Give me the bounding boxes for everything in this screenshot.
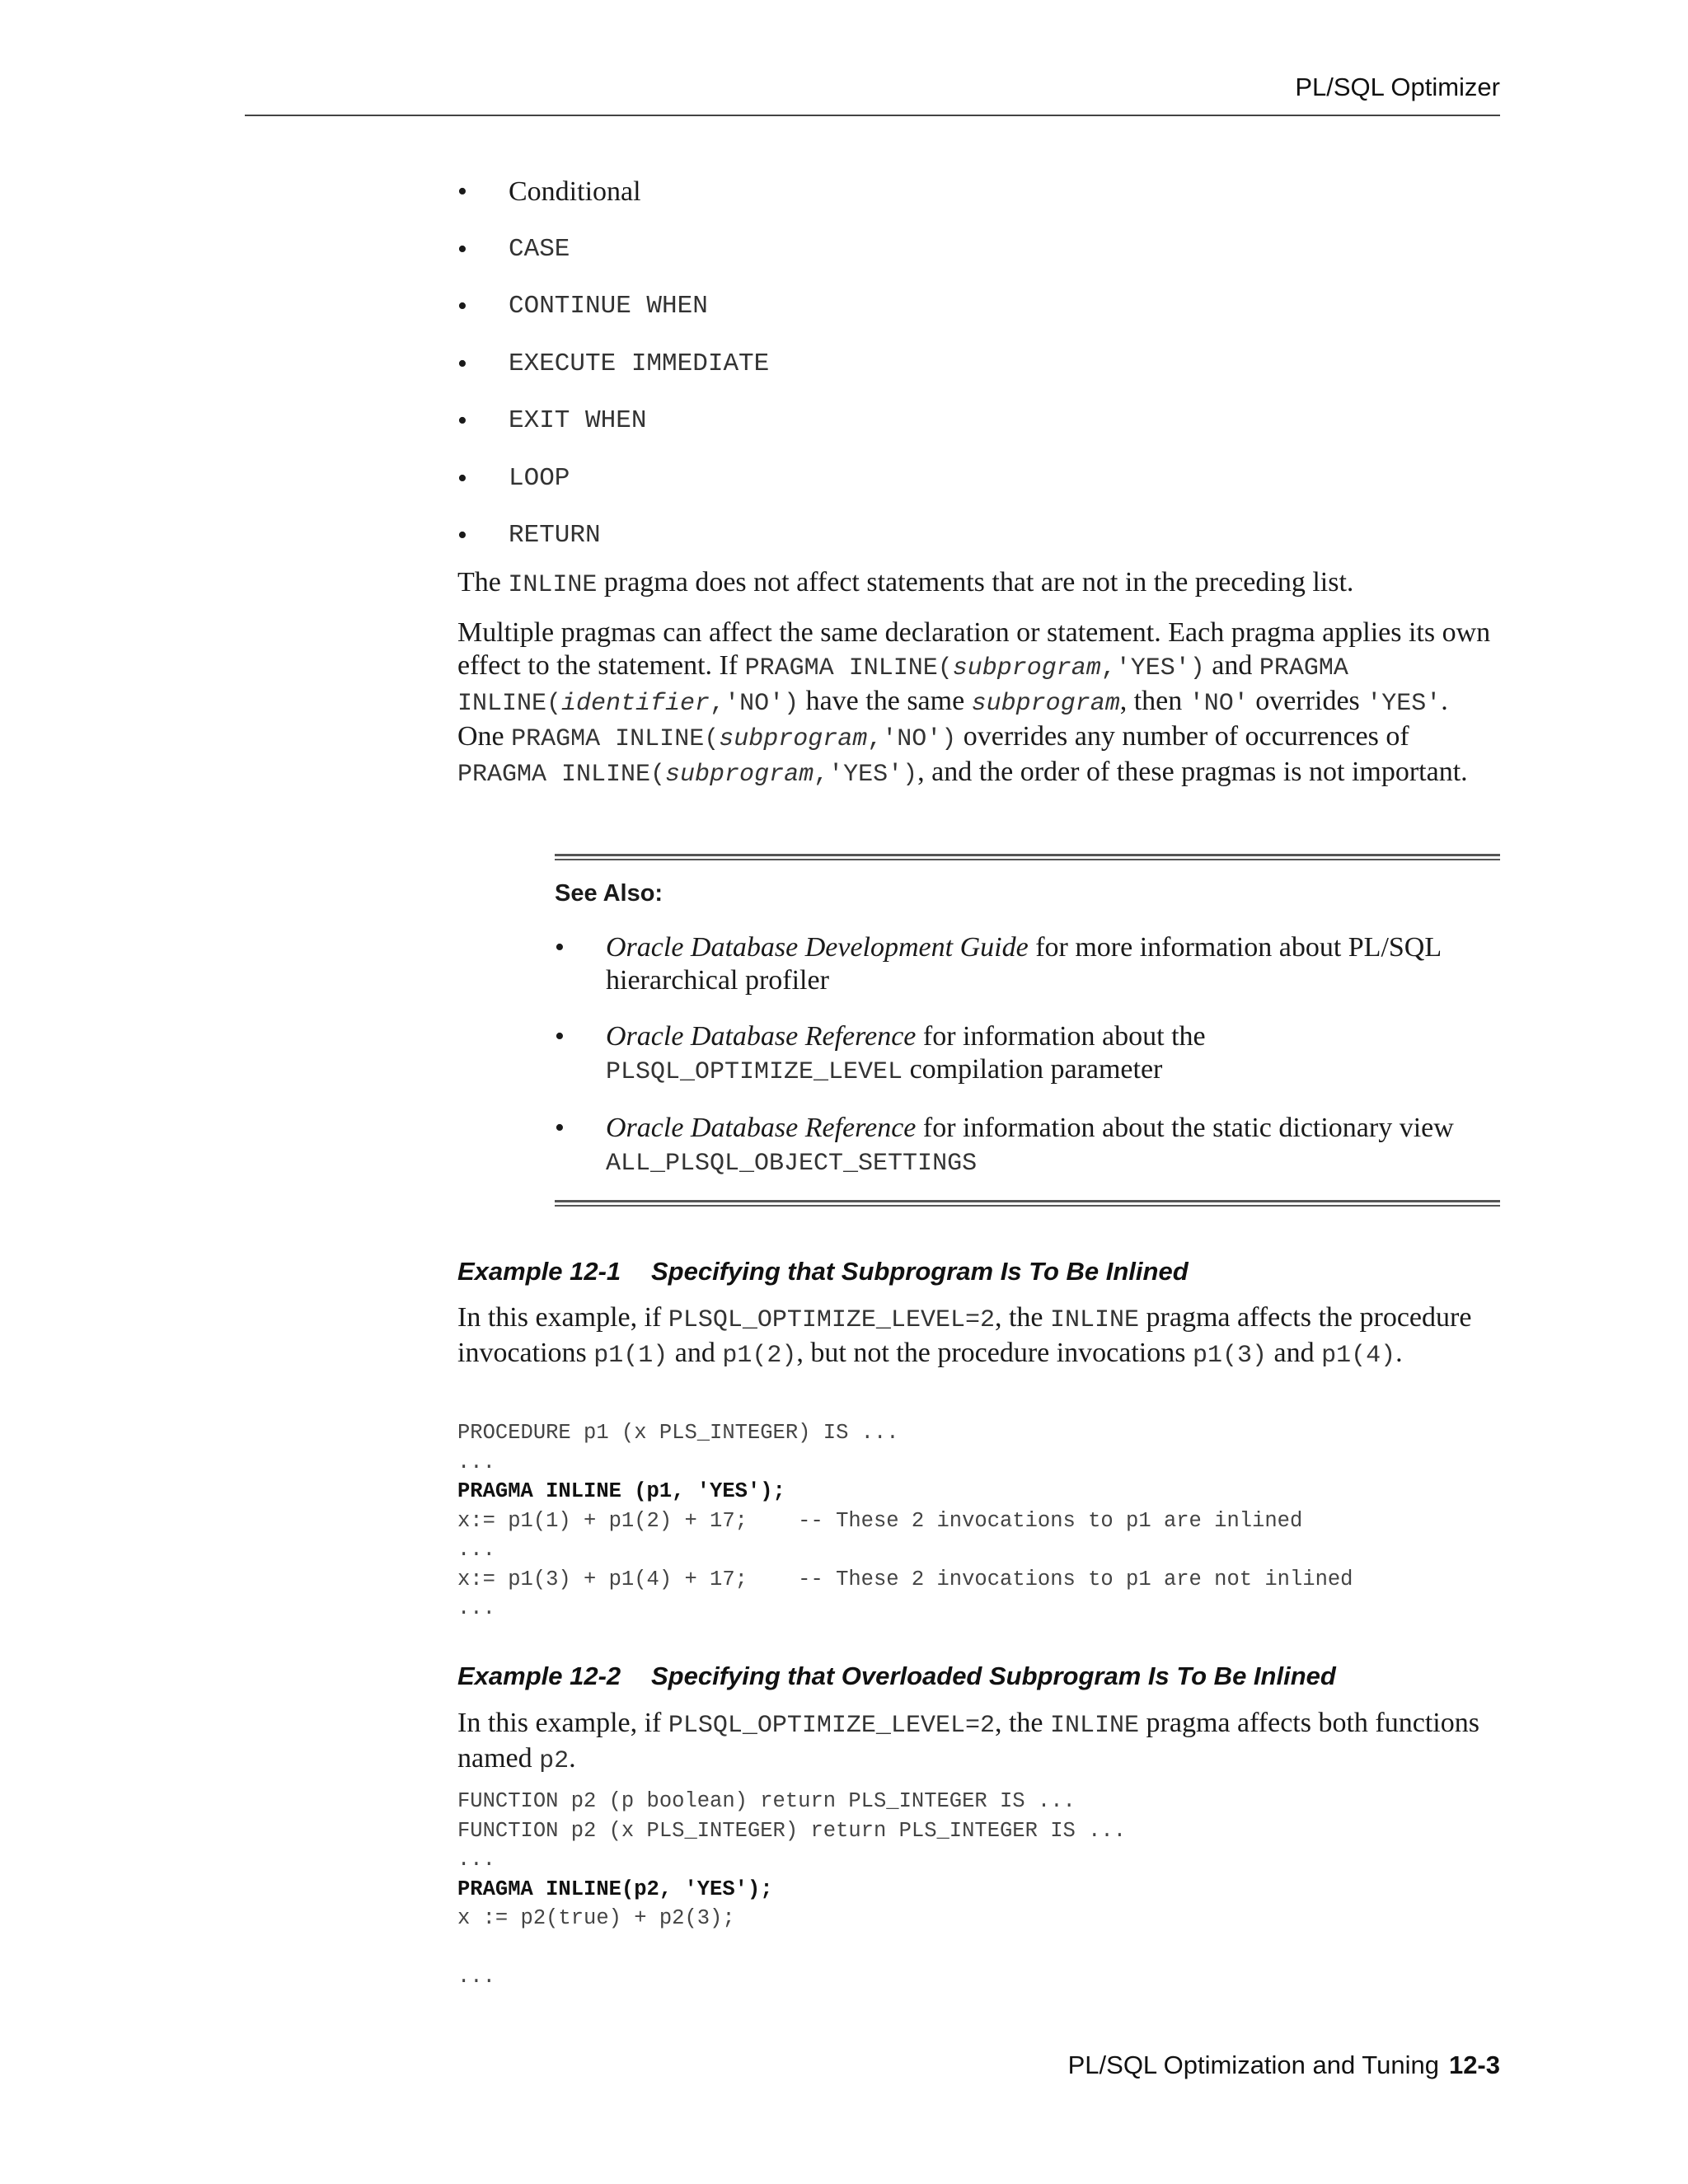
doc-link[interactable]: Oracle Database Reference: [606, 1021, 917, 1052]
code-line: x:= p1(1) + p1(2) + 17; -- These 2 invocations to p1 are inlined: [457, 1508, 1303, 1533]
example-1-description: In this example, if PLSQL_OPTIMIZE_LEVEL=2, the INLINE pragma affects the procedure invocations p1(1) and p1(2), but not the procedure invocations p1(3) and p1(4).: [457, 1302, 1472, 1370]
code-line: PROCEDURE p1 (x PLS_INTEGER) IS ...: [457, 1421, 899, 1445]
bullet-icon: •: [457, 233, 467, 265]
bullet-icon: •: [457, 176, 467, 207]
bullet-icon: •: [457, 520, 467, 551]
see-also-item: • Oracle Database Development Guide for more information about PL/SQL hierarchical profiler: [555, 932, 1441, 996]
example-1-title: Example 12-1 Specifying that Subprogram Is To Be Inlined: [457, 1257, 1189, 1286]
see-also-item: • Oracle Database Reference for information about the static dictionary view ALL_PLSQL_OBJECT_SETTINGS: [555, 1113, 1454, 1178]
see-also-item: • Oracle Database Reference for information about the PLSQL_OPTIMIZE_LEVEL compilation parameter: [555, 1021, 1206, 1086]
code-line: PRAGMA INLINE (p1, 'YES');: [457, 1479, 785, 1503]
bullet-icon: •: [457, 462, 467, 494]
multiple-pragmas-paragraph: Multiple pragmas can affect the same declaration or statement. Each pragma applies its own effect to the statement. If PRAGMA INLINE(subprogram,'YES') and PRAGMA INLINE(identifier,'NO') have the same subprogram, then 'NO' overrides 'YES'. One PRAGMA INLINE(subprogram,'NO') overrides any number of occurrences of PRAGMA INLINE(subprogram,'YES'), and the order of these pragmas is not important.: [457, 617, 1491, 789]
main-content: [457, 173, 1500, 791]
bullet-icon: •: [457, 348, 467, 379]
page-number: 12-3: [1448, 2050, 1500, 2079]
bullet-icon: •: [555, 932, 565, 963]
see-also-top-rule: [555, 854, 1500, 860]
page-footer: [989, 2050, 1500, 2080]
code-line: ...: [457, 1965, 495, 1989]
bullet-icon: •: [555, 1113, 565, 1143]
list-item: • LOOP: [457, 460, 1500, 518]
statement-list: [457, 173, 1500, 566]
code-line: x := p2(true) + p2(3);: [457, 1906, 735, 1930]
example-1-code: [457, 1418, 1353, 1624]
see-also-bottom-rule: [555, 1200, 1500, 1207]
bullet-icon: •: [457, 291, 467, 321]
doc-link[interactable]: Oracle Database Reference: [606, 1113, 917, 1143]
footer-chapter: PL/SQL Optimization and Tuning: [1067, 2050, 1439, 2079]
code-line: FUNCTION p2 (p boolean) return PLS_INTEGER IS ...: [457, 1789, 1076, 1813]
see-also-list: [555, 931, 1500, 1180]
bullet-icon: •: [457, 405, 467, 436]
example-2-code: [457, 1787, 1126, 1992]
list-item: • CASE: [457, 231, 1500, 288]
inline-scope-paragraph: The INLINE pragma does not affect statements that are not in the preceding list.: [457, 567, 1354, 599]
list-item: • CONTINUE WHEN: [457, 288, 1500, 345]
list-item: • EXECUTE IMMEDIATE: [457, 345, 1500, 403]
example-2-title: Example 12-2 Specifying that Overloaded Subprogram Is To Be Inlined: [457, 1661, 1336, 1690]
list-item: • Conditional: [457, 173, 1500, 231]
list-item: • RETURN: [457, 517, 1500, 566]
list-item: • EXIT WHEN: [457, 402, 1500, 460]
code-line: ...: [457, 1450, 495, 1474]
code-line: ...: [457, 1596, 495, 1620]
code-line: FUNCTION p2 (x PLS_INTEGER) return PLS_INTEGER IS ...: [457, 1818, 1127, 1843]
example-2-description: In this example, if PLSQL_OPTIMIZE_LEVEL=2, the INLINE pragma affects both functions named p2.: [457, 1708, 1479, 1775]
code-line: x:= p1(3) + p1(4) + 17; -- These 2 invocations to p1 are not inlined: [457, 1567, 1353, 1591]
see-also-box: [555, 854, 1500, 1207]
running-header: PL/SQL Optimizer: [1295, 73, 1500, 101]
doc-link[interactable]: Oracle Database Development Guide: [606, 932, 1029, 963]
bullet-icon: •: [555, 1021, 565, 1052]
see-also-heading: See Also:: [555, 880, 663, 907]
code-line: PRAGMA INLINE(p2, 'YES');: [457, 1877, 773, 1901]
header-rule: [245, 115, 1500, 116]
code-line: ...: [457, 1848, 495, 1872]
code-line: ...: [457, 1538, 495, 1562]
